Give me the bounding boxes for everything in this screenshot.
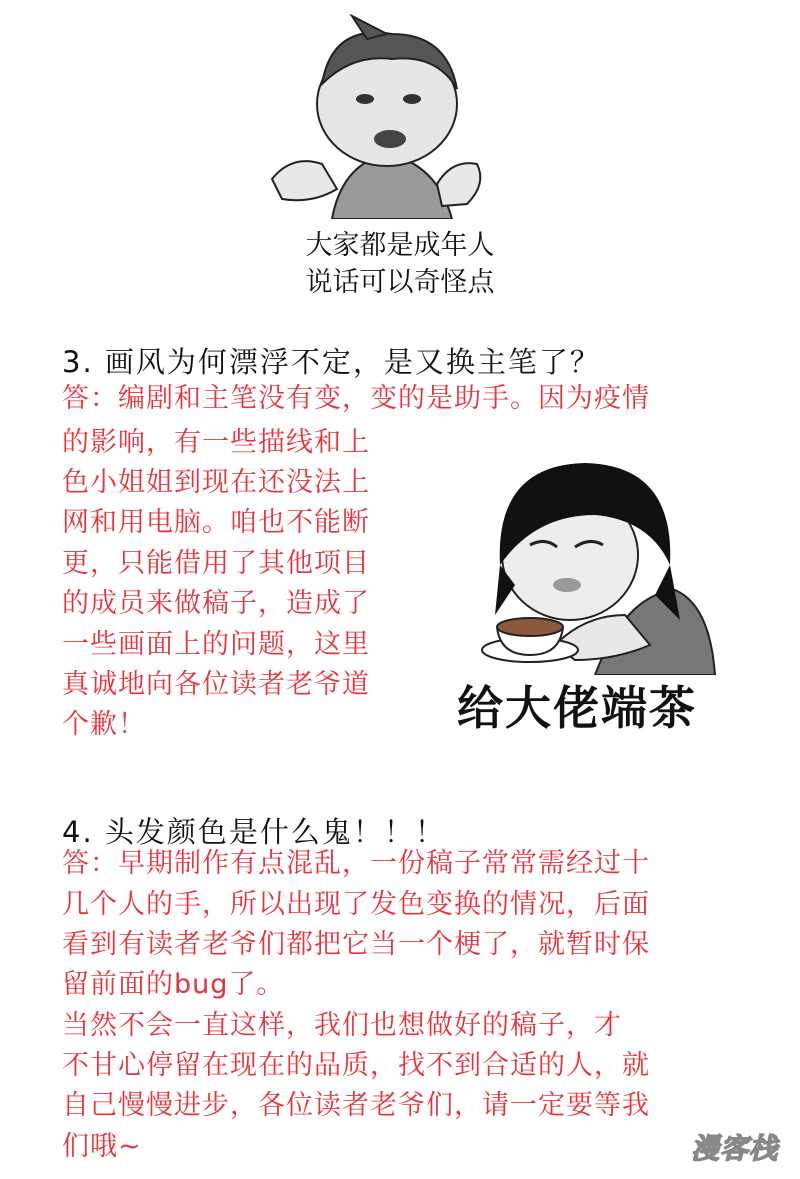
answer-3-line: 真诚地向各位读者老爷道 [62, 669, 370, 700]
answer-3-line: 色小姐姐到现在还没法上 [62, 467, 370, 498]
meme2-caption: 给大佬端茶 [457, 681, 697, 735]
answer-3-line: 答：编剧和主笔没有变，变的是助手。因为疫情 [62, 383, 650, 414]
meme-tea-image [475, 445, 735, 675]
meme1-caption-line1: 大家都是成年人 [305, 230, 495, 261]
question-3: 3. 画风为何漂浮不定，是又换主笔了？ [62, 345, 601, 379]
watermark-logo: 漫客栈 [690, 1132, 778, 1165]
answer-3-line: 网和用电脑。咱也不能断 [62, 507, 370, 538]
question-4: 4. 头发颜色是什么鬼！！！ [62, 815, 446, 849]
answer-4-line: 自己慢慢进步，各位读者老爷们，请一定要等我 [62, 1090, 650, 1121]
answer-3-line: 个歉！ [62, 709, 146, 740]
meme-shrug-image [262, 14, 512, 219]
answer-4-line: 不甘心停留在现在的品质，找不到合适的人，就 [62, 1050, 650, 1081]
answer-4-line: 几个人的手，所以出现了发色变换的情况，后面 [62, 889, 650, 920]
answer-3-line: 的成员来做稿子，造成了 [62, 588, 370, 619]
answer-4-line: 看到有读者老爷们都把它当一个梗了，就暂时保 [62, 929, 650, 960]
answer-3-line: 更，只能借用了其他项目 [62, 548, 370, 579]
answer-4-line: 留前面的bug了。 [62, 969, 285, 1000]
answer-4-line: 答：早期制作有点混乱，一份稿子常常需经过十 [62, 848, 650, 879]
meme1-caption-line2: 说话可以奇怪点 [305, 267, 495, 298]
answer-3-line: 一些画面上的问题，这里 [62, 629, 370, 660]
answer-4-line: 们哦~ [62, 1131, 142, 1162]
answer-4-line: 当然不会一直这样，我们也想做好的稿子，才 [62, 1010, 622, 1041]
answer-3-line: 的影响，有一些描线和上 [62, 427, 370, 458]
